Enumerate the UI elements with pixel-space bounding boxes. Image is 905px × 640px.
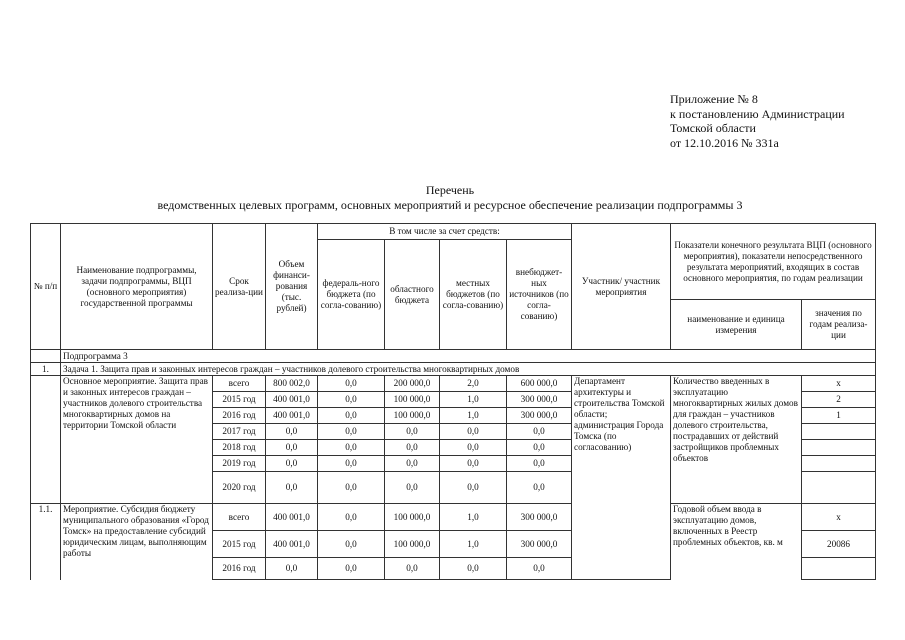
indicator-name-cell: Годовой объем ввода в эксплуатацию домов, включенных в Реестр проблемных объектов, кв. м [671, 504, 802, 580]
extra-cell: 600 000,0 [507, 376, 572, 392]
term-cell: 2015 год [213, 531, 266, 558]
volume-cell: 0,0 [266, 440, 318, 456]
header-participant: Участник/ участник мероприятия [572, 224, 671, 350]
activity-num: 1.1. [31, 504, 61, 580]
volume-cell: 0,0 [266, 456, 318, 472]
federal-cell: 0,0 [318, 440, 385, 456]
local-cell: 0,0 [440, 558, 507, 580]
indicator-name-cell: Количество введенных в эксплуатацию многоквартирных жилых домов для граждан – участников долевого строительства, пострадавших от действий застройщиков проблемных объектов [671, 376, 802, 504]
federal-cell: 0,0 [318, 472, 385, 504]
appendix-line: Томской области [670, 121, 756, 135]
indicator-value-cell: 1 [802, 408, 876, 424]
local-cell: 1,0 [440, 531, 507, 558]
regional-cell: 0,0 [385, 558, 440, 580]
extra-cell: 300 000,0 [507, 531, 572, 558]
regional-cell: 100 000,0 [385, 408, 440, 424]
term-cell: 2020 год [213, 472, 266, 504]
header-num: № п/п [31, 224, 61, 350]
header-name: Наименование подпрограммы, задачи подпрограммы, ВЦП (основного мероприятия) государственной программы [61, 224, 213, 350]
header-term: Срок реализа-ции [213, 224, 266, 350]
indicator-value-cell: х [802, 376, 876, 392]
document-heading [30, 183, 870, 213]
extra-cell: 0,0 [507, 440, 572, 456]
indicator-value-cell: х [802, 504, 876, 531]
indicator-value-cell [802, 424, 876, 440]
extra-cell: 300 000,0 [507, 408, 572, 424]
regional-cell: 0,0 [385, 440, 440, 456]
subprogram-num-cell [31, 350, 61, 363]
term-cell: всего [213, 376, 266, 392]
regional-cell: 100 000,0 [385, 504, 440, 531]
local-cell: 2,0 [440, 376, 507, 392]
task-num: 1. [31, 363, 61, 376]
indicator-value-cell: 20086 [802, 531, 876, 558]
term-cell: 2018 год [213, 440, 266, 456]
header-indicator-name: наименование и единица измерения [671, 300, 802, 350]
main-activity-name: Основное мероприятие. Защита прав и законных интересов граждан – участников долевого строительства многоквартирных домов на территории Томской области [61, 376, 213, 504]
local-cell: 1,0 [440, 504, 507, 531]
header-including: В том числе за счет средств: [318, 224, 572, 240]
indicator-value-cell: 2 [802, 392, 876, 408]
term-cell: 2015 год [213, 392, 266, 408]
local-cell: 1,0 [440, 408, 507, 424]
appendix-line: к постановлению Администрации [670, 106, 845, 121]
term-cell: всего [213, 504, 266, 531]
indicator-value-cell [802, 440, 876, 456]
federal-cell: 0,0 [318, 392, 385, 408]
indicator-value-cell [802, 456, 876, 472]
volume-cell: 0,0 [266, 558, 318, 580]
extra-cell: 0,0 [507, 424, 572, 440]
volume-cell: 0,0 [266, 424, 318, 440]
main-activity-num [31, 376, 61, 504]
participant-cell: Департамент архитектуры и строительства Томской области; администрация Города Томска (по согласованию) [572, 376, 671, 580]
federal-cell: 0,0 [318, 408, 385, 424]
header-local: местных бюджетов (по согла-сованию) [440, 240, 507, 350]
regional-cell: 100 000,0 [385, 531, 440, 558]
regional-cell: 200 000,0 [385, 376, 440, 392]
local-cell: 1,0 [440, 392, 507, 408]
federal-cell: 0,0 [318, 424, 385, 440]
federal-cell: 0,0 [318, 504, 385, 531]
extra-cell: 0,0 [507, 456, 572, 472]
federal-cell: 0,0 [318, 456, 385, 472]
federal-cell: 0,0 [318, 558, 385, 580]
extra-cell: 300 000,0 [507, 392, 572, 408]
indicator-value-cell [802, 472, 876, 504]
appendix-line: Приложение № 8 [670, 92, 758, 106]
extra-cell: 300 000,0 [507, 504, 572, 531]
regional-cell: 0,0 [385, 424, 440, 440]
appendix-line: от 12.10.2016 № 331а [670, 135, 779, 150]
program-table [30, 223, 876, 580]
term-cell: 2017 год [213, 424, 266, 440]
header-indicators: Показатели конечного результата ВЦП (основного мероприятия), показатели непосредственного результата мероприятий, входящих в состав основного мероприятия, по годам реализации [671, 224, 876, 300]
local-cell: 0,0 [440, 440, 507, 456]
regional-cell: 0,0 [385, 472, 440, 504]
extra-cell: 0,0 [507, 472, 572, 504]
local-cell: 0,0 [440, 472, 507, 504]
subprogram-label: Подпрограмма 3 [61, 350, 876, 363]
volume-cell: 400 001,0 [266, 531, 318, 558]
term-cell: 2016 год [213, 408, 266, 424]
volume-cell: 400 001,0 [266, 408, 318, 424]
header-indicator-values: значения по годам реализа-ции [802, 300, 876, 350]
header-regional: областного бюджета [385, 240, 440, 350]
volume-cell: 400 001,0 [266, 392, 318, 408]
appendix-block [670, 92, 900, 150]
activity-name: Мероприятие. Субсидия бюджету муниципального образования «Город Томск» на предоставление субсидий юридическим лицам, выполняющим работы [61, 504, 213, 580]
indicator-value-cell [802, 558, 876, 580]
regional-cell: 100 000,0 [385, 392, 440, 408]
federal-cell: 0,0 [318, 376, 385, 392]
header-volume: Объем финанси-рования (тыс. рублей) [266, 224, 318, 350]
heading-title: Перечень [425, 183, 475, 197]
federal-cell: 0,0 [318, 531, 385, 558]
volume-cell: 0,0 [266, 472, 318, 504]
header-extra: внебюджет-ных источников (по согла-сованию) [507, 240, 572, 350]
volume-cell: 800 002,0 [266, 376, 318, 392]
task-text: Задача 1. Защита прав и законных интересов граждан – участников долевого строительства многоквартирных домов [61, 363, 876, 376]
regional-cell: 0,0 [385, 456, 440, 472]
term-cell: 2019 год [213, 456, 266, 472]
volume-cell: 400 001,0 [266, 504, 318, 531]
heading-subtitle: ведомственных целевых программ, основных мероприятий и ресурсное обеспечение реализации подпрограммы 3 [157, 198, 743, 212]
header-federal: федераль-ного бюджета (по согла-сованию) [318, 240, 385, 350]
term-cell: 2016 год [213, 558, 266, 580]
local-cell: 0,0 [440, 424, 507, 440]
extra-cell: 0,0 [507, 558, 572, 580]
local-cell: 0,0 [440, 456, 507, 472]
